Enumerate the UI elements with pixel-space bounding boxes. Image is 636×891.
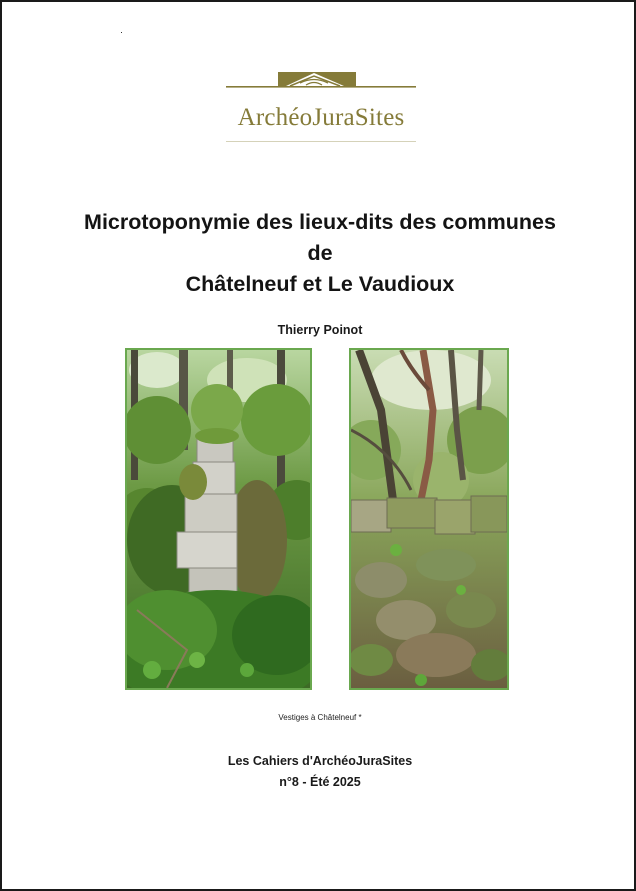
logo-wordmark: ArchéoJuraSites [237, 104, 405, 131]
document-title [22, 207, 618, 300]
series-issue: n°8 - Été 2025 [279, 775, 361, 789]
series-info [2, 751, 636, 793]
title-line-2: de [307, 241, 333, 265]
photo-ruined-pillar [125, 348, 312, 690]
author-name: Thierry Poinot [277, 323, 363, 337]
series-name: Les Cahiers d'ArchéoJuraSites [227, 754, 413, 768]
title-line-3: Châtelneuf et Le Vaudioux [185, 272, 455, 296]
forest-pillar-image [127, 350, 310, 688]
title-line-1: Microtoponymie des lieux-dits des communes [84, 210, 556, 234]
photo-caption: Vestiges à Châtelneuf * [278, 713, 362, 722]
archeojurasites-logo [226, 70, 416, 144]
speck-mark [121, 32, 122, 33]
photo-mossy-ruins [349, 348, 509, 690]
mossy-ruins-image [351, 350, 507, 688]
